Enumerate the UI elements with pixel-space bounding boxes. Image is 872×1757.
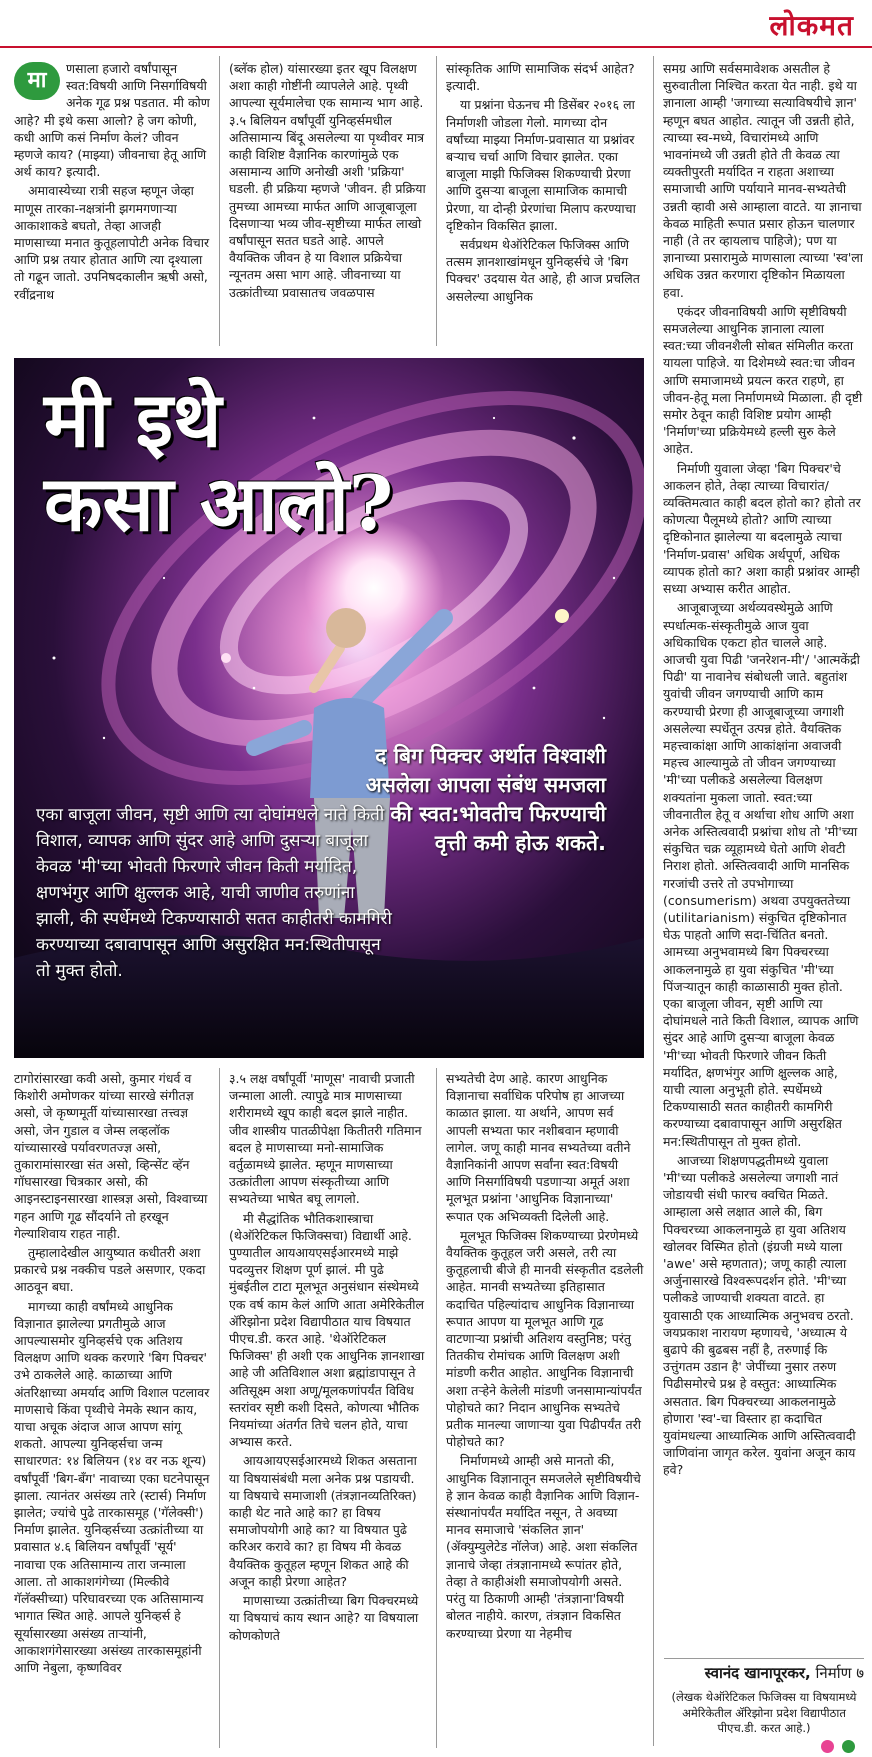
hero-title-line: मी इथे bbox=[44, 375, 222, 464]
author-tag: निर्माण ७ bbox=[810, 1664, 864, 1682]
paragraph: तुम्हालादेखील आयुष्यात कधीतरी अशा प्रकारचे प्रश्न नक्कीच पडले असणार, एकदा आठवून बघा. bbox=[14, 1245, 206, 1295]
paragraph: निर्माणी युवाला जेव्हा 'बिग पिक्चर'चे आकलन होते, तेव्हा त्याच्या विचारांत/ व्यक्तिमत्वात काही बदल होतो का? होतो तर कोणत्या पैलूमध्ये होतो? आणि त्याच्या दृष्टिकोनात झालेल्या या बदलामुळे त्याचा 'निर्माण-प्रवास' अधिक अर्थपूर्ण, अधिक व्यापक होतो का? अशा काही प्रश्नांवर आम्ही सध्या अभ्यास करीत आहोत. bbox=[663, 460, 861, 597]
pull-quote: द बिग पिक्चर अर्थात विश्वाशी असलेला आपला संबंध समजला की स्वत:भोवतीच फिरण्याची वृत्ती कमी होऊ शकते. bbox=[365, 744, 606, 855]
masthead bbox=[0, 0, 872, 48]
paragraph: मूलभूत फिजिक्स शिकण्याच्या प्रेरणेमध्ये वैयक्तिक कुतूहल जरी असले, तरी त्या कुतूहलाची बीजे ही मानवी संस्कृतीत दडलेली आहेत. मानवी सभ्यतेच्या इतिहासात कदाचित पहिल्यांदाच आधुनिक विज्ञानाच्या रूपात आपण या मूलभूत आणि गूढ वाटणाऱ्या प्रश्नांची अतिशय वस्तुनिष्ठ; परंतु तितकीच रोमांचक आणि विलक्षण अशी मांडणी करीत आहोत. आधुनिक विज्ञानाची अशा तऱ्हेने केलेली मांडणी जनसामान्यांपर्यंत पोहोचते का? निदान आधुनिक सभ्यतेचे प्रतीक मानल्या जाणाऱ्या युवा पिढीपर्यंत तरी पोहोचते का? bbox=[446, 1227, 644, 1450]
paragraph: आजच्या शिक्षणपद्धतीमध्ये युवाला 'मी'च्या पलीकडे असलेल्या जगाशी नातं जोडायची संधी फारच क्वचित मिळते. आम्हाला असे लक्षात आले की, बिग पिक्चरच्या आकलनामुळे हा युवा अतिशय खोलवर विस्मित होतो (इंग्रजी मध्ये याला 'awe' असे म्हणतात); जणू काही त्याला अर्जुनासारखे विश्वरूपदर्शन होते. 'मी'च्या पलीकडे जाण्याची शक्यता वाटते. हा युवासाठी एक आध्यात्मिक अनुभवच ठरतो. जयप्रकाश नारायण म्हणायचे, 'अध्यात्म ये बुढापे की बुढबस नहीं है, तरुणाई कि उत्तुंगतम उडान है' जेपींच्या नुसार तरुण पिढीसमोरचे प्रश्न हे वस्तुत: आध्यात्मिक असतात. बिग पिक्चरच्या आकलनामुळे होणारा 'स्व'-चा विस्तार हा कदाचित युवांमधल्या आध्यात्मिक आणि अस्तित्ववादी जाणिवांना जागृत करेल. युवांना अजून काय हवे? bbox=[663, 1152, 856, 1478]
paragraph: मागच्या काही वर्षांमध्ये आधुनिक विज्ञानात झालेल्या प्रगतीमुळे आज आपल्यासमोर युनिव्हर्सचे एक अतिशय विलक्षण आणि थक्क करणारे 'बिग पिक्चर' उभे ठाकलेले आहे. काळाच्या आणि अंतरिक्षाच्या अमर्याद आणि विशाल पटलावर माणसाचे किंवा पृथ्वीचे नेमके स्थान काय, याचा अचूक अंदाज आज आपण सांगू शकतो. आपल्या युनिव्हर्सचा जन्म साधारणत: १४ बिलियन (१४ वर नऊ शून्य) वर्षांपूर्वी 'बिग-बँग' नावाच्या एका घटनेपासून झाला. त्यानंतर असंख्य तारे (स्टार्स) निर्माण झालेत; ज्यांचे पुढे तारकासमूह ('गॅलेक्सी') निर्माण झालेत. युनिव्हर्सच्या उत्क्रांतीच्या या प्रवासात ४.६ बिलियन वर्षांपूर्वी 'सूर्य' नावाचा एक अतिसामान्य तारा जन्माला आला. तो आकाशगंगेच्या (मिल्कीवे गॅलॅक्सीच्या) परिघावरच्या एक अतिसामान्य भागात स्थित आहे. आपले युनिव्हर्स हे सूर्यासारख्या असंख्य ताऱ्यांनी, आकाशगंगेसारख्या असंख्य तारकासमूहांनी आणि नेबुला, कृष्णविवर bbox=[14, 1298, 210, 1675]
author-bio: (लेखक थेऑरेटिकल फिजिक्स या विषयामध्ये अमेरिकेतील ॲरिझोना प्रदेश विद्यापीठात पीएच.डी. करत आहे.) bbox=[671, 1690, 857, 1735]
column-rule bbox=[436, 1068, 437, 1748]
paragraph: समग्र आणि सर्वसमावेशक असतील हे सुरुवातीला निश्चित करता येत नाही. इथे या ज्ञानाला आम्ही 'जगाच्या सत्याविषयीचे ज्ञान' म्हणून बघत आहोत. त्यातून जी उन्नती होते, त्याच्या स्व-मध्ये, विचारांमध्ये आणि भावनांमध्ये जी उन्नती होते ती केवळ त्या व्यक्तीपुरती मर्यादित न राहता अशाच्या समाजाची आणि पर्यायाने मानव-सभ्यतेची उन्नती व्हावी असे आम्हाला वाटते. या ज्ञानाचा केवळ माहिती रूपात प्रसार होऊन चालणार नाही (ते तर व्हायलाच पाहिजे); पण या ज्ञानाच्या प्रसारामुळे माणसाला त्याच्या 'स्व'ला अधिक उन्नत करणारा दृष्टिकोन मिळायला हवा. bbox=[663, 61, 863, 300]
paragraph: आयआयएसईआरमध्ये शिकत असताना या विषयासंबंधी मला अनेक प्रश्न पडायची. या विषयाचे समाजाशी (तंत्रज्ञानव्यतिरिक्त) काही थेट नाते आहे का? हा विषय समाजोपयोगी आहे का? या विषयात पुढे करिअर करावे का? हा विषय मी केवळ वैयक्तिक कुतूहल म्हणून शिकत आहे की अजून काही प्रेरणा आहेत? bbox=[229, 1453, 417, 1589]
paragraph: निर्माणमध्ये आम्ही असे मानतो की, आधुनिक विज्ञानातून समजलेले सृष्टीविषयीचे हे ज्ञान केवळ काही वैज्ञानिक आणि विज्ञान-संस्थानांपर्यंत मर्यादित नसून, ते अवघ्या मानव समाजाचे 'संकलित ज्ञान' (ॲक्युम्युलेटेड नॉलेज) आहे. अशा संकलित ज्ञानाचे जेव्हा तंत्रज्ञानामध्ये रूपांतर होते, तेव्हा ते काहीअंशी समाजोपयोगी असते. परंतु या ठिकाणी आम्ही 'तंत्रज्ञाना'विषयी बोलत नाहीये. कारण, तंत्रज्ञान विकसित करण्याच्या प्रेरणा या नेहमीच bbox=[446, 1453, 641, 1641]
article-col2-top bbox=[229, 60, 427, 350]
paragraph: सभ्यतेची देण आहे. कारण आधुनिक विज्ञानाचा सर्वाधिक परिपोष हा आजच्या काळात झाला. या अर्थाने, आपण सर्व आपली सभ्यता फार नशीबवान म्हणावी लागेल. जणू काही मानव सभ्यतेच्या वतीने वैज्ञानिकांनी आपण सर्वांना स्वत:विषयी आणि निसर्गाविषयी पडणाऱ्या अमूर्त अशा मूलभूत प्रश्नांना 'आधुनिक विज्ञानाच्या' रूपात एक अभिव्यक्ती दिलेली आहे. bbox=[446, 1071, 631, 1224]
article-col1-bottom bbox=[14, 1070, 210, 1748]
paragraph: सर्वप्रथम थेऑरेटिकल फिजिक्स आणि तत्सम ज्ञानशाखांमधून युनिव्हर्सचे जे 'बिग पिक्चर' उदयास येत आहे, ही आज प्रचलित असलेल्या आधुनिक bbox=[446, 237, 640, 304]
paragraph: अमावास्येच्या रात्री सहज म्हणून जेव्हा माणूस तारका-नक्षत्रांनी झगमगणाऱ्या आकाशाकडे बघतो, तेव्हा आजही माणसाच्या मनात कुतूहलापोटी अनेक विचार आणि प्रश्न तयार होतात आणि त्या दृश्याला तो गढून जातो. उपनिषदकालीन ऋषी असो, रवींद्रनाथ bbox=[14, 183, 210, 302]
decorative-dots bbox=[818, 1738, 862, 1752]
column-rule bbox=[436, 56, 437, 346]
paragraph: णसाला हजारो वर्षांपासून स्वत:विषयी आणि निसर्गाविषयी अनेक गूढ प्रश्न पडतात. मी कोण आहे? मी इथे कसा आलो? हे जग कोणी, कधी आणि कसं निर्माण केलं? जीवन म्हणजे काय? (माझ्या) जीवनाचा हेतू आणि अर्थ काय? इत्यादी. bbox=[14, 61, 210, 180]
article-col1-top bbox=[14, 60, 210, 350]
paragraph: सांस्कृतिक आणि सामाजिक संदर्भ आहेत? इत्यादी. bbox=[446, 61, 635, 94]
paragraph: माणसाच्या उत्क्रांतीच्या बिग पिक्चरमध्ये या विषयाचं काय स्थान आहे? या विषयाला कोणकोणते bbox=[229, 1593, 419, 1643]
paragraph: टागोरांसारखा कवी असो, कुमार गंधर्व व किशोरी अमोणकर यांच्या सारखे संगीतज्ञ असो, जे कृष्णमूर्ती यांच्यासारखा तत्त्वज्ञ असो, जेन गुडाल व जेम्स लव्हलॉक यांच्यासारखे पर्यावरणतज्ज्ञ असो, तुकारामांसारखा संत असो, व्हिन्सेंट व्हॅन गॉघसारखा चित्रकार असो, की आइनस्टाइनसारखा शास्त्रज्ञ असो, विश्वाच्या गहन आणि गूढ सौंदर्याने तो हरखून गेल्याशिवाय राहत नाही. bbox=[14, 1071, 208, 1241]
paragraph: या प्रश्नांना घेऊनच मी डिसेंबर २०१६ ला निर्माणशी जोडला गेलो. मागच्या दोन वर्षांच्या माझ्या निर्माण-प्रवासात या प्रश्नांवर बऱ्याच चर्चा आणि विचार झालेत. एका बाजूला माझी फिजिक्स शिकण्याची प्रेरणा आणि दुसऱ्या बाजूला सामाजिक कामाची प्रेरणा, या दोन्ही प्रेरणांचा मिलाप करण्याचा दृष्टिकोन विकसित झाला. bbox=[446, 97, 636, 233]
article-col3-bottom bbox=[446, 1070, 644, 1748]
byline bbox=[664, 1663, 864, 1683]
green-dot-icon bbox=[842, 1740, 855, 1753]
column-rule bbox=[219, 1068, 220, 1748]
article-col3-top bbox=[446, 60, 644, 350]
article-col2-bottom bbox=[229, 1070, 427, 1748]
hero-caption: एका बाजूला जीवन, सृष्टी आणि त्या दोघांमधले नाते किती विशाल, व्यापक आणि सुंदर आहे आणि दुसऱ्या बाजूला केवळ 'मी'च्या भोवती फिरणारे जीवन किती मर्यादित, क्षणभंगुर आणि क्षुल्लक आहे, याची जाणीव तरुणांना झाली, की स्पर्धेमध्ये टिकण्यासाठी सतत काहीतरी कामगिरी करण्याच्या दबावापासून आणि असुरक्षित मन:स्थितीपासून तो मुक्त होतो. bbox=[36, 805, 392, 981]
paragraph: आजूबाजूच्या अर्थव्यवस्थेमुळे आणि स्पर्धात्मक-संस्कृतीमुळे आज युवा अधिकाधिक एकटा होत चालले आहे. आजची युवा पिढी 'जनरेशन-मी'/ 'आत्मकेंद्री पिढी' या नावानेच संबोधली जाते. बहुतांश युवांची जीवन जगण्याची आणि काम करण्याची प्रेरणा ही आजूबाजूच्या जगाशी असलेल्या स्पर्धेतून उत्पन्न होते. वैयक्तिक महत्त्वाकांक्षा आणि आकांक्षांना अवाजवी महत्त्व आल्यामुळे तो जीवन जगण्याच्या 'मी'च्या पलीकडे असलेल्या विलक्षण शक्यतांना मुकला जातो. स्वत:च्या जीवनातील हेतू व अर्थाचा शोध आणि अशा अनेक अस्तित्ववादी प्रश्नांचा शोध तो 'मी'च्या संकुचित चक्र व्यूहामध्ये घेतो आणि शेवटी निराश होतो. अस्तित्ववादी आणि मानसिक गरजांची उत्तरे तो उपभोगाच्या (consumerism) अथवा उपयुक्ततेच्या (utilitarianism) संकुचित दृष्टिकोनात घेऊ पाहतो आणि सदा-चिंतित बनतो. आमच्या अनुभवामध्ये बिग पिक्चरच्या आकलनामुळे हा युवा संकुचित 'मी'च्या पिंजऱ्यातून काही काळासाठी मुक्त होतो. एका बाजूला जीवन, सृष्टी आणि त्या दोघांमधले नाते किती विशाल, व्यापक आणि सुंदर आहे आणि दुसऱ्या बाजूला केवळ 'मी'च्या भोवती फिरणारे जीवन किती मर्यादित, क्षणभंगुर आणि क्षुल्लक आहे, याची त्याला अनुभूती होते. स्पर्धेमध्ये टिकण्यासाठी सतत काहीतरी कामगिरी करण्याच्या दबावापासून आणि असुरक्षित मन:स्थितीपासून तो मुक्त होतो. bbox=[663, 600, 860, 1149]
paragraph: ३.५ लक्ष वर्षांपूर्वी 'माणूस' नावाची प्रजाती जन्माला आली. त्यापुढे मात्र माणसाच्या शरीरामध्ये खूप काही बदल झाले नाहीत. जीव शास्त्रीय पातळीपेक्षा कितीतरी गतिमान बदल हे माणसाच्या मनो-सामाजिक वर्तुळामध्ये झालेत. म्हणून माणसाच्या उत्क्रांतीला आपण संस्कृतीच्या आणि सभ्यतेच्या भाषेत बघू लागलो. bbox=[229, 1071, 422, 1207]
paragraph: एकंदर जीवनाविषयी आणि सृष्टीविषयी समजलेल्या आधुनिक ज्ञानाला त्याला स्वत:च्या जीवनशैली सोबत संमिलीत करता यायला पाहिजे. या दिशेमध्ये स्वत:चा जीवन आणि समाजामध्ये प्रयत्न करत राहणे, हा जीवन-हेतू मला निर्माणमध्ये मिळाला. ही दृष्टी समोर ठेवून काही विशिष्ट प्रयोग आम्ही 'निर्माण'च्या प्रक्रियेमध्ये हल्ली सुरु केले आहेत. bbox=[663, 303, 863, 457]
column-rule bbox=[653, 56, 654, 1746]
hero-title bbox=[44, 375, 394, 548]
paragraph: (ब्लॅक होल) यांसारख्या इतर खूप विलक्षण अशा काही गोष्टींनी व्यापलेले आहे. पृथ्वी आपल्या सूर्यमालेचा एक सामान्य भाग आहे. ३.५ बिलियन वर्षांपूर्वी युनिव्हर्समधील अतिसामान्य बिंदू असलेल्या या पृथ्वीवर मात्र काही विशिष्ट वैज्ञानिक कारणांमुळे एक असामान्य आणि अनोखी अशी 'प्रक्रिया' घडली. ही प्रक्रिया म्हणजे 'जीवन. ही प्रक्रिया तुमच्या आमच्या मार्फत आणि आजूबाजूला दिसणाऱ्या भव्य जीव-सृष्टीच्या मार्फत लाखो वर्षांपासून सतत घडते आहे. आपले वैयक्तिक जीवन हे या विशाल प्रक्रियेचा न्यूनतम असा भाग आहे. जीवनाच्या या उत्क्रांतीच्या प्रवासातच जवळपास bbox=[229, 61, 426, 300]
hero-title-line: कसा आलो? bbox=[44, 459, 394, 548]
newspaper-logo: लोकमत bbox=[769, 9, 854, 42]
dropcap: मा bbox=[14, 62, 60, 100]
article-col4 bbox=[663, 60, 863, 1658]
column-rule bbox=[219, 56, 220, 346]
paragraph: मी सैद्धांतिक भौतिकशास्त्राचा (थेऑरेटिकल फिजिक्सचा) विद्यार्थी आहे. पुण्यातील आयआयएसईआरमध्ये माझे पदव्युत्तर शिक्षण पूर्ण झालं. मी पुढे मुंबईतील टाटा मूलभूत अनुसंधान संस्थेमध्ये एक वर्ष काम केलं आणि आता अमेरिकेतील ॲरिझोना प्रदेश विद्यापीठात याच विषयात पीएच.डी. करत आहे. 'थेऑरेटिकल फिजिक्स' ही अशी एक आधुनिक ज्ञानशाखा आहे जी अतिविशाल अशा ब्रह्मांडापासून ते अतिसूक्ष्म अशा अणू/मूलकणांपर्यंत विविध स्तरांवर सृष्टी कशी दिसते, कोणत्या भौतिक नियमांच्या अंतर्गत तिचे चलन होते, याचा अभ्यास करते. bbox=[229, 1210, 425, 1450]
byline-rule bbox=[664, 1658, 864, 1659]
author-name: स्वानंद खानापूरकर, bbox=[704, 1664, 811, 1682]
hero-galaxy-image bbox=[14, 358, 644, 1058]
pink-dot-icon bbox=[821, 1740, 834, 1753]
